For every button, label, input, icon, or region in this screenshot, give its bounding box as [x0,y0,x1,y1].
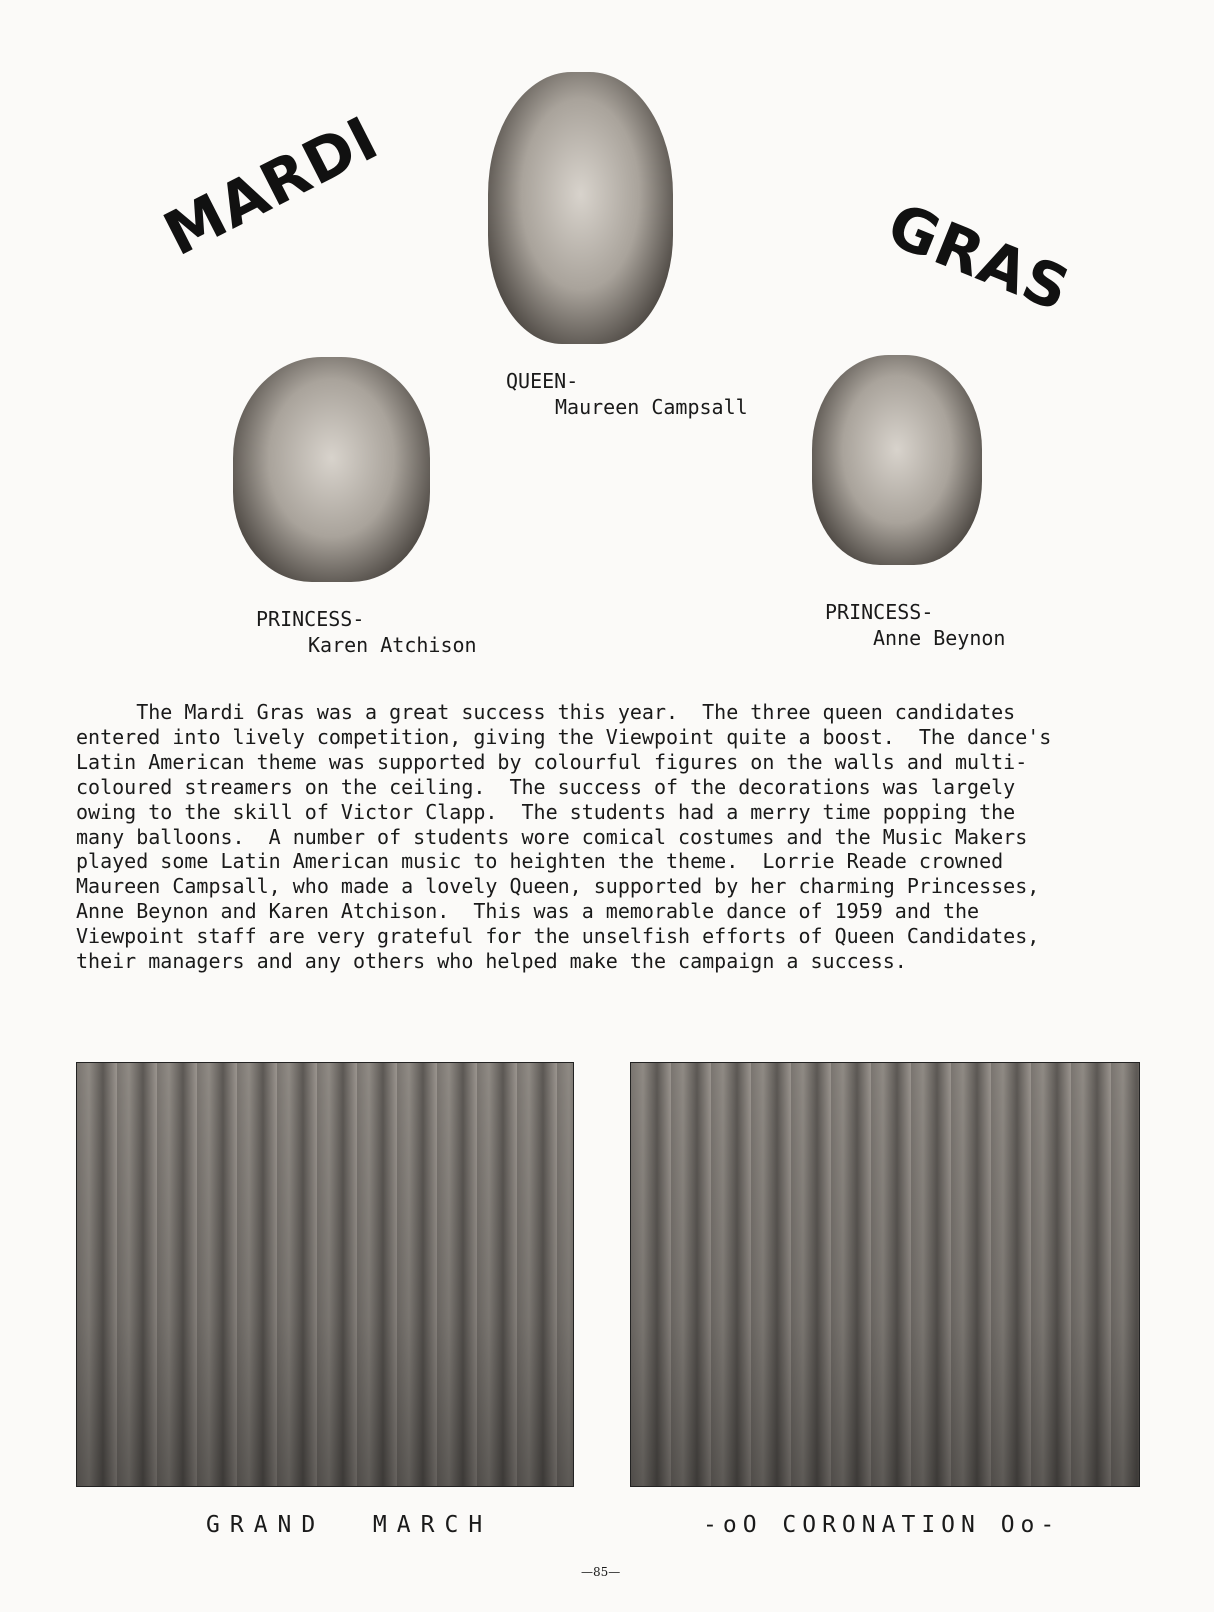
grand-march-caption: GRAND MARCH [206,1512,493,1538]
princess-right-portrait [812,355,982,565]
princess-left-portrait [233,357,430,582]
article-line: their managers and any others who helped make the campaign a success. [76,949,907,974]
queen-title: QUEEN- [506,369,579,393]
article-line: owing to the skill of Victor Clapp. The students had a merry time popping the [76,799,1016,824]
article-line: Maureen Campsall, who made a lovely Queen, supported by her charming Princesses, [76,874,1040,899]
princess-right-title: PRINCESS- [825,600,934,624]
article-line: played some Latin American music to heighten the theme. Lorrie Reade crowned [76,849,1004,874]
article-line: coloured streamers on the ceiling. The success of the decorations was largely [76,774,1016,799]
article-line: Latin American theme was supported by colourful figures on the walls and multi- [76,749,1028,774]
article-line: many balloons. A number of students wore comical costumes and the Music Makers [76,824,1028,849]
article-line: Viewpoint staff are very grateful for the unselfish efforts of Queen Candidates, [76,924,1040,949]
queen-name: Maureen Campsall [555,395,748,419]
article-line: The Mardi Gras was a great success this year. The three queen candidates [76,700,1016,724]
title-mardi: MARDI [153,103,390,270]
title-gras: GRAS [878,190,1080,326]
queen-portrait [488,72,673,344]
princess-left-title: PRINCESS- [256,607,365,631]
princess-left-name: Karen Atchison [308,633,477,657]
coronation-caption: -oO CORONATION Oo- [703,1512,1061,1538]
page-number: —85— [581,1565,621,1579]
princess-right-name: Anne Beynon [873,626,1006,650]
grand-march-photo [76,1062,574,1487]
article-body [76,700,1156,974]
coronation-photo [630,1062,1140,1487]
article-line: Anne Beynon and Karen Atchison. This was a memorable dance of 1959 and the [76,899,980,924]
article-line: entered into lively competition, giving the Viewpoint quite a boost. The dance's [76,724,1052,749]
